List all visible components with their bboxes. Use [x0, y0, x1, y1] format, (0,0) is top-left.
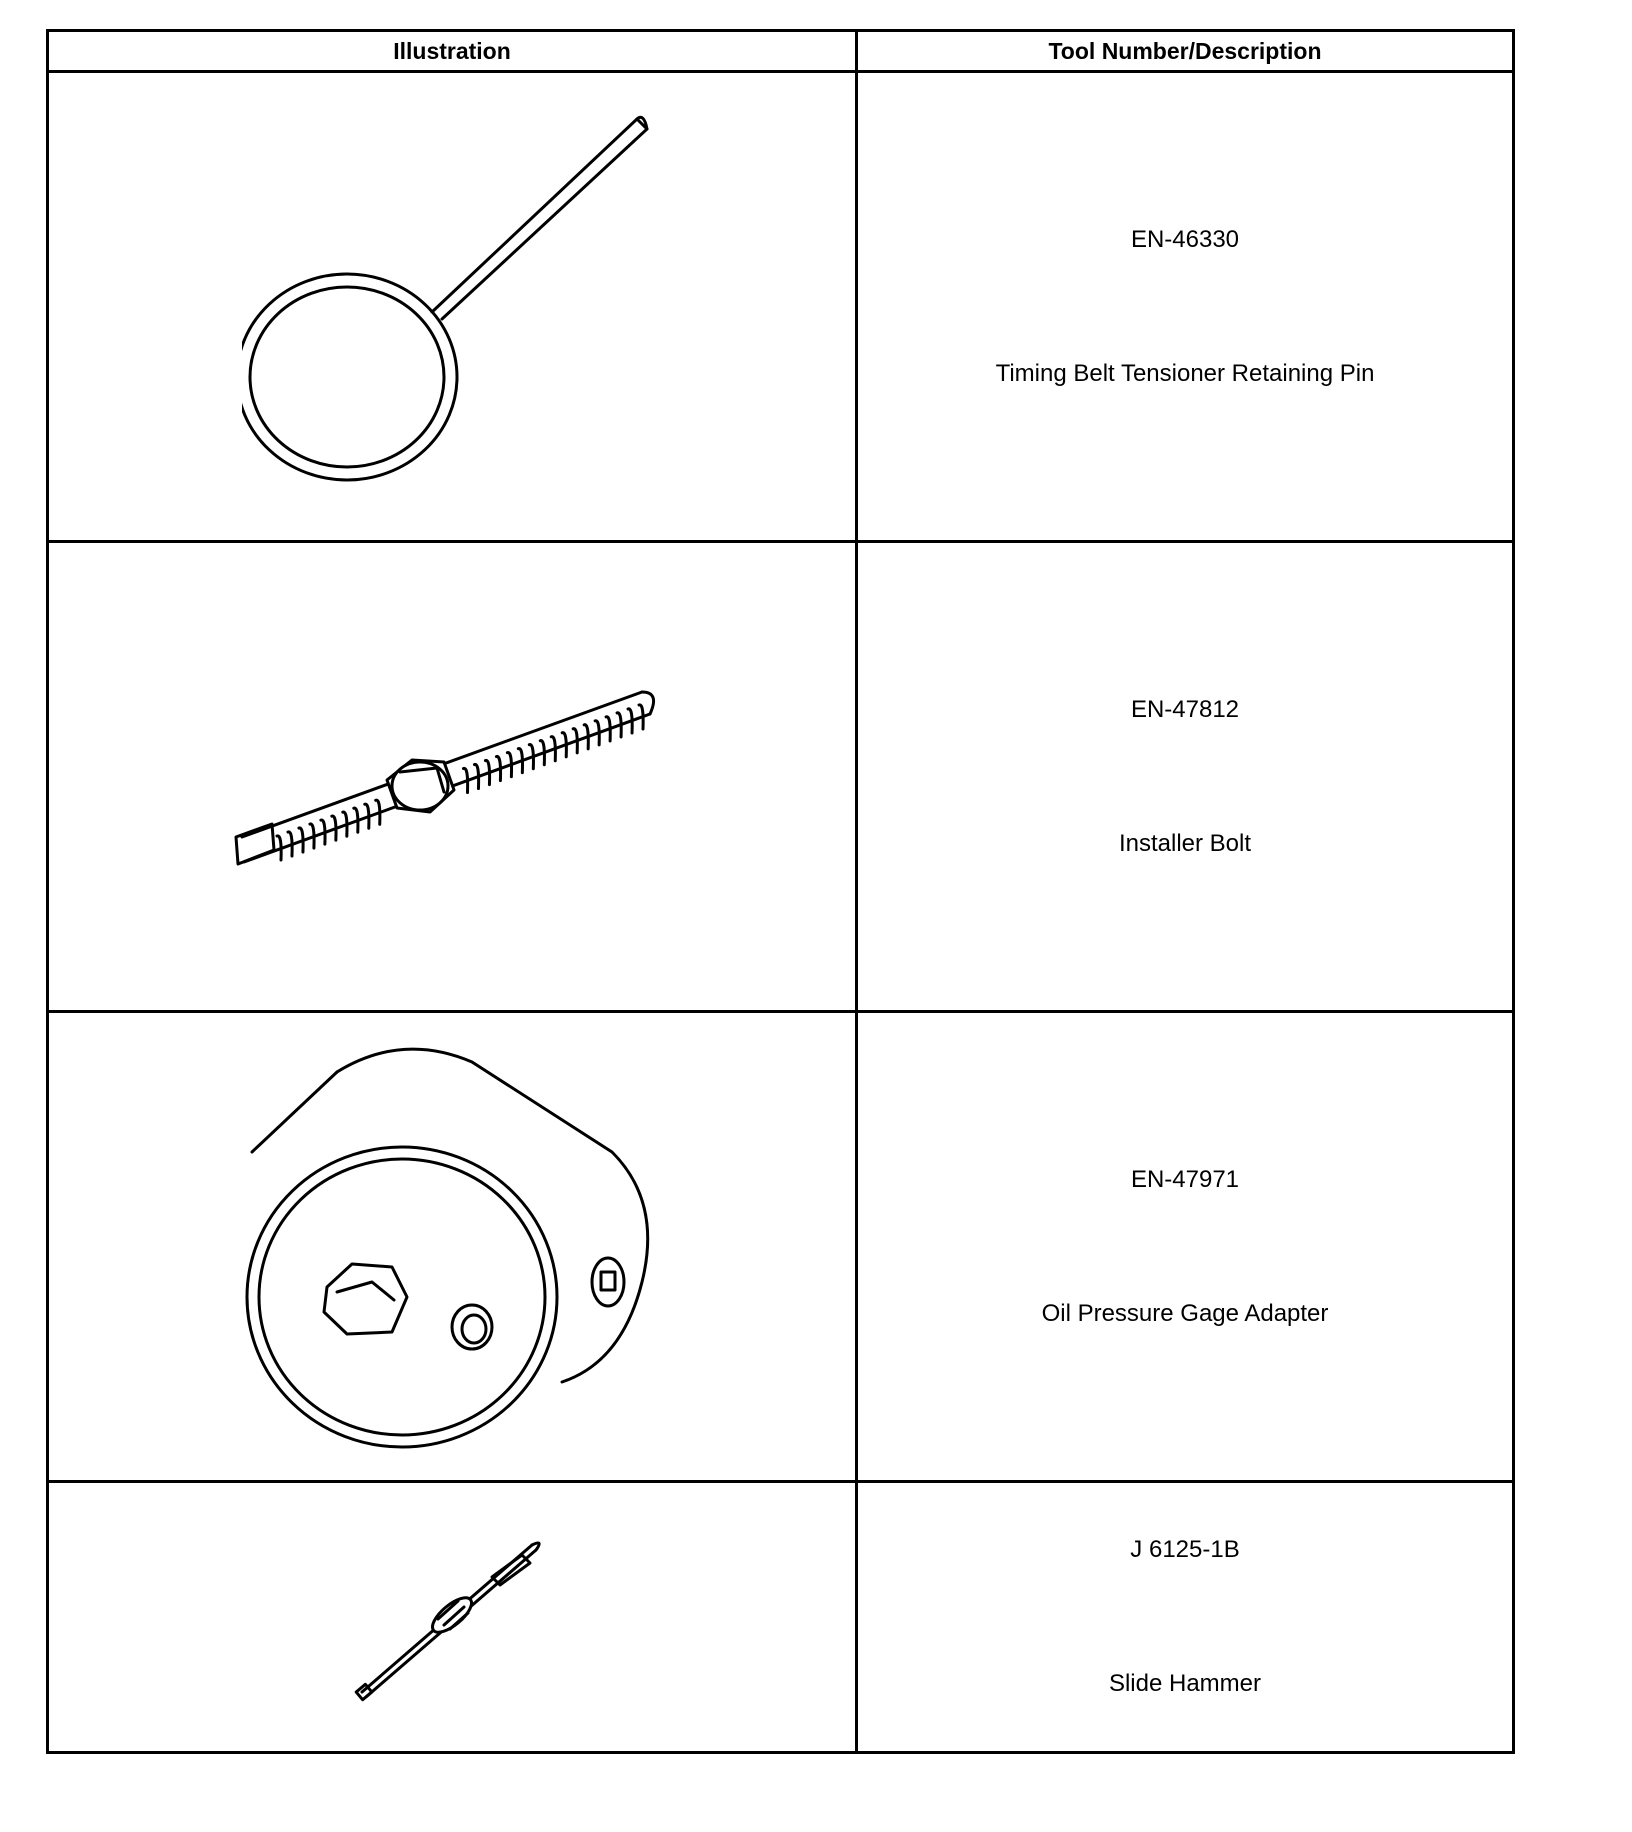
tool-table	[46, 29, 1515, 1754]
illustration-cell	[48, 1482, 857, 1753]
description-cell	[857, 72, 1514, 542]
illustration-cell	[48, 1012, 857, 1482]
gage-adapter-icon	[242, 1042, 662, 1452]
description-cell	[857, 542, 1514, 1012]
installer-bolt-icon	[232, 662, 672, 892]
illustration-cell	[48, 72, 857, 542]
tool-number: EN-47812	[1130, 695, 1240, 723]
header-tool-number-description: Tool Number/Description	[857, 31, 1514, 72]
tool-description: Installer Bolt	[1118, 829, 1252, 857]
tool-description: Timing Belt Tensioner Retaining Pin	[995, 359, 1375, 387]
table-row	[48, 72, 1514, 542]
table-row	[48, 542, 1514, 1012]
illustration-cell	[48, 542, 857, 1012]
tool-description: Slide Hammer	[1108, 1670, 1262, 1697]
retaining-pin-icon	[242, 107, 662, 507]
header-row	[48, 31, 1514, 72]
tool-number: J 6125-1B	[1130, 1536, 1240, 1563]
table-row	[48, 1012, 1514, 1482]
slide-hammer-icon	[352, 1527, 552, 1707]
header-illustration: Illustration	[48, 31, 857, 72]
tool-number: EN-47971	[1130, 1165, 1240, 1193]
table-row	[48, 1482, 1514, 1753]
description-cell	[857, 1012, 1514, 1482]
tool-description: Oil Pressure Gage Adapter	[1041, 1299, 1329, 1327]
description-cell	[857, 1482, 1514, 1753]
tool-number: EN-46330	[1130, 225, 1240, 253]
